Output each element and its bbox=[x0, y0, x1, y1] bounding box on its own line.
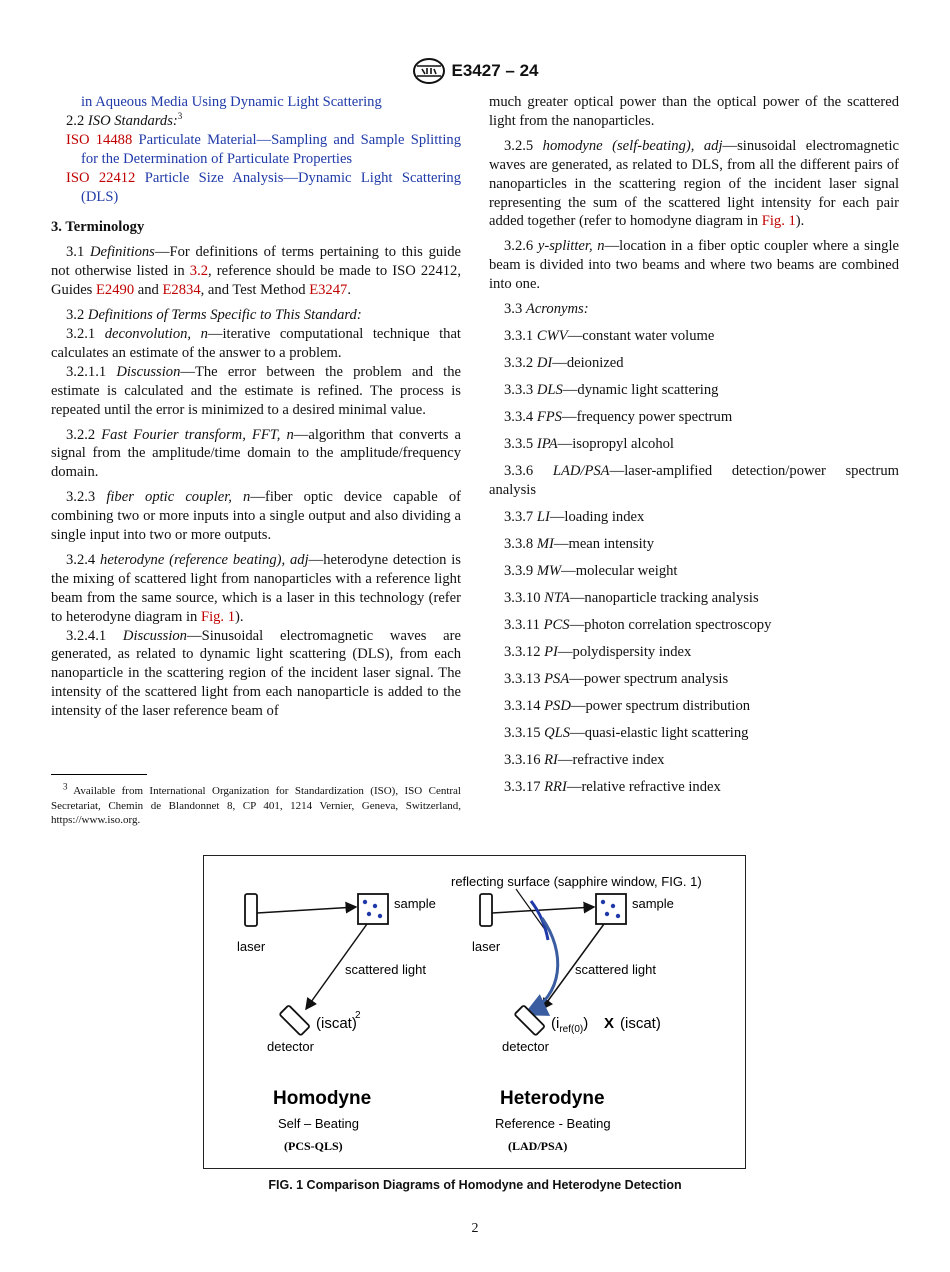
section-2-2 bbox=[51, 112, 461, 131]
figure-1 bbox=[203, 855, 746, 1169]
acronym-definition: —power spectrum analysis bbox=[569, 670, 729, 687]
section-3-1 bbox=[51, 243, 461, 300]
sample-cell-icon bbox=[596, 894, 626, 924]
section-number: 3.3.15 bbox=[504, 724, 541, 741]
acronym-definition: —laser-amplified detection/power spectrum analysis bbox=[489, 463, 899, 498]
definition-text: , reference should be made to ISO 22412, Guides bbox=[51, 263, 461, 299]
section-number: 3.2.5 bbox=[504, 137, 534, 154]
fig-1-link[interactable]: Fig. 1 bbox=[200, 608, 236, 625]
acronym-definition: —relative refractive index bbox=[566, 778, 721, 795]
acronym: LAD/PSA bbox=[552, 463, 610, 480]
term: deconvolution, n bbox=[104, 325, 208, 342]
term: Definitions bbox=[90, 244, 155, 261]
section-number: 3.2.6 bbox=[504, 238, 534, 255]
acronym: FPS bbox=[536, 409, 562, 426]
acronym-definition: —quasi-elastic light scattering bbox=[570, 724, 749, 741]
footnote bbox=[51, 781, 461, 828]
laser-beam-arrow bbox=[257, 907, 356, 913]
squared-exponent: 2 bbox=[355, 1010, 361, 1021]
section-3-3 bbox=[489, 300, 899, 319]
definition-3-2-5 bbox=[489, 137, 899, 232]
acronym: CWV bbox=[536, 328, 568, 345]
acronym-item bbox=[489, 589, 899, 608]
acronym-item bbox=[489, 535, 899, 554]
acronym-definition: —molecular weight bbox=[561, 562, 678, 579]
acronym-item bbox=[489, 616, 899, 635]
laser-beam-arrow bbox=[492, 907, 594, 913]
punctuation: ). bbox=[795, 213, 805, 230]
definition-text: —location in a fiber optic coupler where a single beam is divided into two beams and where two beams are combined into one. bbox=[489, 238, 899, 293]
standard-code: E3427 – 24 bbox=[451, 61, 539, 80]
section-number: 2.2 bbox=[66, 112, 85, 129]
iso-22412-title[interactable]: Particle Size Analysis—Dynamic Light Scattering (DLS) bbox=[81, 169, 461, 205]
detector-label: detector bbox=[502, 1039, 549, 1054]
detection-diagram bbox=[204, 856, 744, 1167]
iscat-term: (iscat) bbox=[620, 1015, 661, 1032]
definition-text: —algorithm that converts a signal from the amplitude/time domain to the amplitude/frequency domain. bbox=[51, 426, 461, 481]
acronym-item bbox=[489, 462, 899, 500]
acronym-item bbox=[489, 381, 899, 400]
section-number: 3.3.10 bbox=[504, 589, 541, 606]
acronym-definition: —isopropyl alcohol bbox=[557, 436, 674, 453]
definition-3-2-4 bbox=[51, 551, 461, 627]
e2490-link[interactable]: E2490 bbox=[96, 282, 135, 299]
section-number: 3.3.1 bbox=[504, 328, 534, 345]
punctuation: ). bbox=[235, 608, 244, 625]
definition-text: , and Test Method bbox=[200, 282, 306, 299]
right-column bbox=[489, 93, 899, 797]
reference-beam-arrow bbox=[526, 918, 558, 1014]
reference-continuation[interactable]: in Aqueous Media Using Dynamic Light Scattering bbox=[81, 94, 382, 110]
term: heterodyne (reference beating), adj bbox=[100, 551, 309, 568]
acronym-item bbox=[489, 724, 899, 743]
acronym: PSD bbox=[544, 697, 571, 714]
acronym: RI bbox=[544, 751, 558, 768]
reflecting-surface-label: reflecting surface (sapphire window, FIG. 1) bbox=[451, 874, 702, 889]
discussion-3-2-4-1 bbox=[51, 627, 461, 722]
section-number: 3.2.2 bbox=[66, 426, 96, 443]
acronym-definition: —constant water volume bbox=[567, 328, 715, 345]
conjunction: and bbox=[137, 282, 159, 299]
iso-14488-link[interactable]: ISO 14488 bbox=[66, 131, 133, 148]
acronym-item bbox=[489, 562, 899, 581]
acronym: MW bbox=[536, 562, 562, 579]
section-number: 3.1 bbox=[66, 244, 85, 261]
acronym-item bbox=[489, 778, 899, 797]
multiplication-sign: X bbox=[604, 1015, 615, 1032]
footnote-text: Available from International Organization for Standardization (ISO), ISO Central Secretariat, Chemin de Blandonnet 8, CP 401, 1214 Vernier, Geneva, Switzerland, https://www.iso.org. bbox=[51, 785, 461, 826]
acronym: MI bbox=[536, 535, 554, 552]
page-number: 2 bbox=[471, 1221, 479, 1236]
definition-3-2-1 bbox=[51, 325, 461, 363]
fig-1-link[interactable]: Fig. 1 bbox=[761, 213, 796, 230]
section-number: 3.3.5 bbox=[504, 436, 534, 453]
figure-caption: FIG. 1 Comparison Diagrams of Homodyne and Heterodyne Detection bbox=[268, 1178, 682, 1192]
section-number: 3.3.4 bbox=[504, 409, 534, 426]
sample-label: sample bbox=[632, 896, 674, 911]
acronym: RRI bbox=[544, 778, 567, 795]
pcs-qls-label: (PCS-QLS) bbox=[284, 1139, 343, 1153]
iso-22412-reference bbox=[51, 169, 461, 207]
acronym-definition: —refractive index bbox=[557, 751, 665, 768]
heterodyne-title: Heterodyne bbox=[500, 1088, 605, 1109]
left-column bbox=[51, 93, 461, 721]
term: Fast Fourier transform, FFT, n bbox=[101, 426, 294, 443]
continuation-text: much greater optical power than the optical power of the scattered light from the nanoparticles. bbox=[489, 94, 899, 129]
acronym-item bbox=[489, 435, 899, 454]
section-number: 3.2 bbox=[66, 307, 85, 324]
acronym-definition: —loading index bbox=[549, 508, 645, 525]
particle-icon bbox=[611, 904, 615, 908]
acronym-list bbox=[489, 327, 899, 797]
page-header bbox=[0, 56, 950, 86]
definition-text: —fiber optic device capable of combining two or more inputs into a single output and also dividing a single input into two or more outputs. bbox=[51, 489, 461, 544]
punctuation: . bbox=[347, 282, 351, 299]
acronym-definition: —photon correlation spectroscopy bbox=[569, 616, 772, 633]
acronym-item bbox=[489, 327, 899, 346]
definition-text: —heterodyne detection is the mixing of scattered light from nanoparticles with a reference light beam from the same source, which is a laser in this technology (refer to heterodyne diagram in bbox=[51, 551, 461, 625]
discussion-3-2-1-1 bbox=[51, 363, 461, 420]
section-number: 3.3.14 bbox=[504, 697, 541, 714]
particle-icon bbox=[601, 900, 605, 904]
laser-icon bbox=[245, 894, 257, 926]
section-number: 3.2.4 bbox=[66, 551, 96, 568]
detector-icon bbox=[279, 1005, 309, 1035]
particle-icon bbox=[373, 904, 377, 908]
terminology-heading: 3. Terminology bbox=[51, 219, 145, 236]
section-number: 3.3 bbox=[504, 301, 523, 318]
definition-text: —Sinusoidal electromagnetic waves are generated, as related to dynamic light scattering (DLS), from each nanoparticle in the scattering region of the incident laser signal. The intensity of the scattered light from each nanoparticle is added to the intensity of the laser reference beam of bbox=[51, 627, 461, 720]
acronym: PSA bbox=[544, 670, 570, 687]
section-number: 3.3.13 bbox=[504, 670, 541, 687]
section-number: 3.3.12 bbox=[504, 643, 541, 660]
section-number: 3.2.1 bbox=[66, 325, 96, 342]
detector-label: detector bbox=[267, 1039, 314, 1054]
acronym-definition: —mean intensity bbox=[553, 535, 654, 552]
homodyne-title: Homodyne bbox=[273, 1088, 372, 1109]
self-beating-label: Self – Beating bbox=[278, 1116, 359, 1131]
scattered-light-label: scattered light bbox=[345, 962, 426, 977]
term: Discussion bbox=[122, 627, 187, 644]
section-number: 3.3.7 bbox=[504, 508, 534, 525]
iref-term: $(i_{ref(0)})$ bbox=[551, 1015, 589, 1035]
reference-beating-label: Reference - Beating bbox=[495, 1116, 611, 1131]
section-number: 3.3.2 bbox=[504, 355, 534, 372]
particle-icon bbox=[363, 900, 367, 904]
iscat-term: (iscat) bbox=[316, 1015, 357, 1032]
laser-icon bbox=[480, 894, 492, 926]
section-title: ISO Standards: bbox=[87, 112, 178, 129]
acronym-item bbox=[489, 408, 899, 427]
section-3-2-link[interactable]: 3.2 bbox=[189, 263, 209, 280]
acronym: DI bbox=[536, 355, 553, 372]
acronym: IPA bbox=[536, 436, 558, 453]
term: fiber optic coupler, n bbox=[106, 489, 251, 506]
definition-3-2-3 bbox=[51, 488, 461, 545]
section-number: 3.2.1.1 bbox=[66, 363, 107, 380]
iso-22412-link[interactable]: ISO 22412 bbox=[66, 169, 136, 186]
particle-icon bbox=[378, 914, 382, 918]
acronym-item bbox=[489, 643, 899, 662]
definition-text: —iterative computational technique that calculates an estimate of the answer to a problem. bbox=[51, 325, 461, 361]
acronym: PCS bbox=[543, 616, 570, 633]
term: homodyne (self-beating), adj bbox=[542, 137, 723, 154]
acronym-item bbox=[489, 508, 899, 527]
lad-psa-label: (LAD/PSA) bbox=[508, 1139, 568, 1153]
footnote-ref[interactable]: 3 bbox=[177, 111, 183, 122]
section-title: Definitions of Terms Specific to This Standard: bbox=[87, 307, 362, 324]
laser-label: laser bbox=[472, 939, 501, 954]
acronym-item bbox=[489, 354, 899, 373]
section-title: Acronyms: bbox=[525, 301, 589, 318]
section-3-2 bbox=[51, 306, 461, 325]
section-number: 3.3.8 bbox=[504, 535, 534, 552]
acronym: LI bbox=[536, 508, 550, 525]
footnote-number: 3 bbox=[63, 781, 68, 792]
term: Discussion bbox=[116, 363, 181, 380]
acronym: QLS bbox=[544, 724, 571, 741]
particle-icon bbox=[605, 912, 609, 916]
definition-3-2-6 bbox=[489, 237, 899, 294]
section-number: 3.2.3 bbox=[66, 489, 96, 506]
e3247-link[interactable]: E3247 bbox=[309, 282, 348, 299]
definition-text: —sinusoidal electromagnetic waves are generated, as related to DLS, from all the different pairs of nanoparticles in the scattering region of the incident laser signal representing the sum of the scattered light intensity for each pair added together (refer to homodyne diagram in bbox=[489, 137, 899, 230]
term: y-splitter, n bbox=[537, 238, 605, 255]
iso-14488-title[interactable]: Particulate Material—Sampling and Sample Splitting for the Determination of Particulate Properties bbox=[81, 131, 461, 167]
acronym-item bbox=[489, 670, 899, 689]
section-number: 3.3.9 bbox=[504, 562, 534, 579]
acronym: DLS bbox=[536, 382, 563, 399]
footnote-rule bbox=[51, 774, 147, 775]
acronym-definition: —deionized bbox=[552, 355, 624, 372]
sample-label: sample bbox=[394, 896, 436, 911]
section-number: 3.3.3 bbox=[504, 382, 534, 399]
acronym-definition: —nanoparticle tracking analysis bbox=[569, 589, 759, 606]
detector-icon bbox=[514, 1005, 544, 1035]
section-number: 3.3.16 bbox=[504, 751, 541, 768]
definition-text: —The error between the problem and the estimate is calculated and the estimate is refined. The process is repeated until the error is minimized to a desired minimal value. bbox=[51, 363, 461, 418]
acronym: NTA bbox=[544, 589, 570, 606]
section-number: 3.3.17 bbox=[504, 778, 541, 795]
scattered-light-label: scattered light bbox=[575, 962, 656, 977]
section-number: 3.3.11 bbox=[504, 616, 540, 633]
acronym-item bbox=[489, 697, 899, 716]
particle-icon bbox=[367, 912, 371, 916]
acronym-definition: —frequency power spectrum bbox=[561, 409, 733, 426]
acronym-definition: —dynamic light scattering bbox=[562, 382, 719, 399]
definition-3-2-2 bbox=[51, 426, 461, 483]
acronym-definition: —polydispersity index bbox=[557, 643, 692, 660]
particle-icon bbox=[616, 914, 620, 918]
section-number: 3.2.4.1 bbox=[66, 627, 107, 644]
sample-cell-icon bbox=[358, 894, 388, 924]
laser-label: laser bbox=[237, 939, 266, 954]
definition-text: —For definitions of terms pertaining to this guide not otherwise listed in bbox=[51, 244, 461, 280]
acronym-definition: —power spectrum distribution bbox=[570, 697, 751, 714]
e2834-link[interactable]: E2834 bbox=[162, 282, 201, 299]
acronym: PI bbox=[544, 643, 558, 660]
section-number: 3.3.6 bbox=[504, 463, 534, 480]
astm-logo-icon bbox=[412, 57, 446, 85]
iso-14488-reference bbox=[51, 131, 461, 169]
acronym-item bbox=[489, 751, 899, 770]
